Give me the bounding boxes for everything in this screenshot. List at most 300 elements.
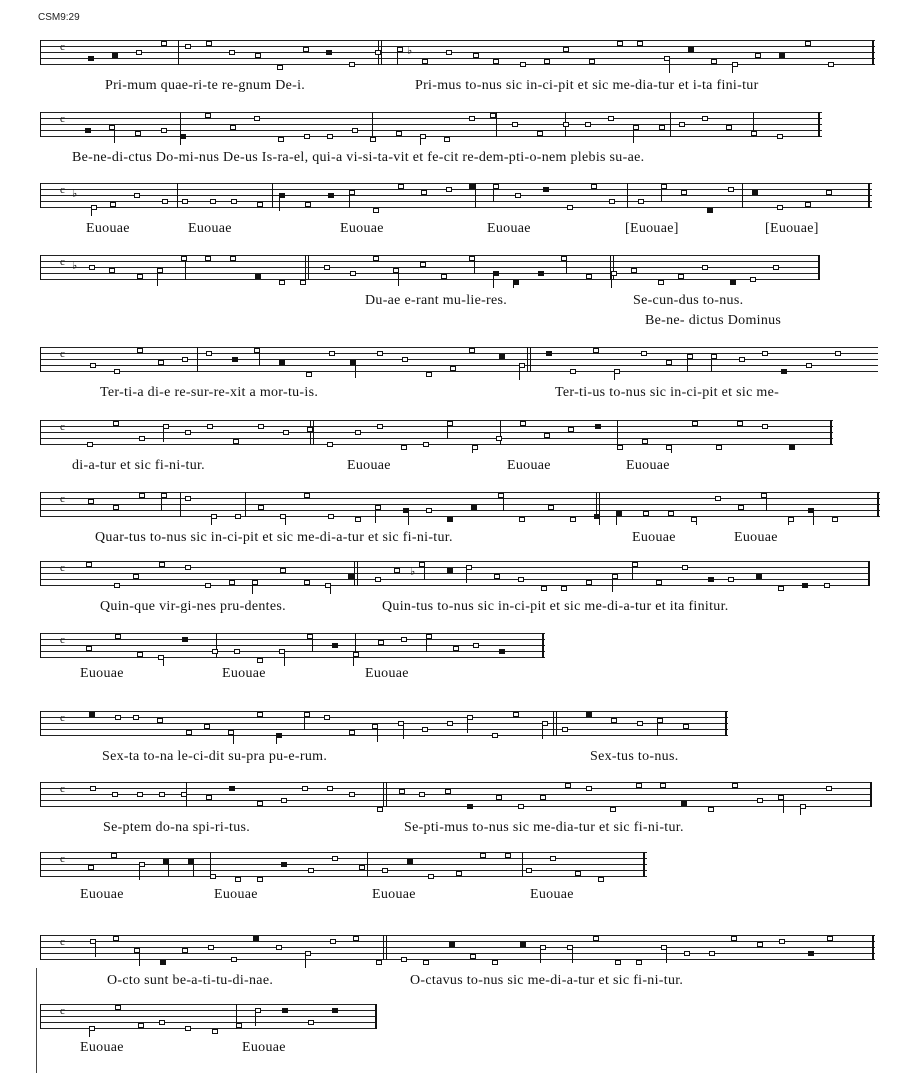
neume [512,122,518,127]
neume [423,442,429,447]
final-barline [375,1004,377,1029]
neume [520,62,526,67]
neume-stem [211,518,212,525]
neume-stem [572,949,573,963]
lyric-segment: di-a-tur et sic fi-ni-tur. [72,458,205,473]
neume [731,936,737,941]
neume-stem [114,129,115,143]
neume [258,505,264,510]
lyric-segment: Euouae [632,530,676,545]
neume [350,271,356,276]
neume [137,792,143,797]
lyric-segment: Euouae [214,887,258,902]
neume-stem [408,512,409,525]
neume [732,783,738,788]
lyric-segment: Euouae [80,1040,124,1055]
neume-stem [426,638,427,652]
neume [89,265,95,270]
barline [40,561,41,586]
neume [230,125,236,130]
final-barline [818,255,820,280]
neume [307,427,313,432]
lyric-segment: Pri-mus to-nus sic in-ci-pit et sic me-dia-tur et i-ta fini-tur [415,78,759,93]
neume [668,511,674,516]
neume [402,357,408,362]
neume-stem [284,653,285,666]
neume [446,187,452,192]
final-barline [868,561,870,586]
neume-stem [611,275,612,288]
neume [332,856,338,861]
final-barline [818,112,820,137]
neume-stem [420,138,421,145]
neume-stem [139,866,140,880]
lyric-segment: Pri-mum quae-ri-te re-gnum De-i. [105,78,306,93]
neume [805,41,811,46]
neume [496,795,502,800]
neume-stem [276,737,277,744]
neume [544,433,550,438]
lyric-segment: [Euouae] [625,221,679,236]
neume [684,951,690,956]
neume [568,427,574,432]
neume [135,131,141,136]
neume [231,199,237,204]
neume-stem [397,51,398,65]
neume [332,643,338,648]
neume [470,954,476,959]
barline [178,40,179,65]
neume [493,59,499,64]
neume [212,649,218,654]
neume [280,568,286,573]
neume [206,351,212,356]
neume-stem [330,587,331,594]
c-clef-icon: c [60,256,65,268]
neume [159,792,165,797]
neume [401,445,407,450]
neume [567,205,573,210]
lyric-segment: Euouae [372,887,416,902]
neume [327,134,333,139]
staff-system-9 [40,633,545,659]
barline [367,852,368,877]
neume [450,366,456,371]
neume [641,351,647,356]
lyric-segment: Euouae [340,221,384,236]
neume [526,868,532,873]
barline [617,420,618,445]
c-clef-icon: c [60,936,65,948]
neume [231,957,237,962]
neume-stem [657,722,658,736]
neume [88,865,94,870]
neume [138,1023,144,1028]
neume [563,122,569,127]
barline [40,183,41,208]
neume [544,59,550,64]
neume [401,957,407,962]
neume [638,199,644,204]
barline [272,183,273,208]
neume [445,789,451,794]
neume [716,445,722,450]
lyric-segment: Quar-tus to-nus sic in-ci-pit et sic me-di-a-tur et sic fi-ni-tur. [95,530,453,545]
barline [670,112,671,137]
neume [608,116,614,121]
neume [737,421,743,426]
neume [114,369,120,374]
neume [401,637,407,642]
barline [522,852,523,877]
neume [453,646,459,651]
neume [679,122,685,127]
neume [467,804,473,809]
neume [469,348,475,353]
neume [586,786,592,791]
lyric-segment: O-ctavus to-nus sic me-di-a-tur et sic fi-ni-tur. [410,973,684,988]
neume [586,712,592,717]
barline [40,782,41,807]
neume-stem [95,943,96,957]
neume-stem [139,952,140,966]
neume [611,718,617,723]
neume [90,786,96,791]
neume [595,424,601,429]
lyric-segment: Euouae [222,666,266,681]
c-clef-icon: c [60,113,65,125]
neume [327,442,333,447]
staff-system-8 [40,561,870,587]
neume-stem [766,497,767,511]
neume [520,421,526,426]
neume [423,960,429,965]
neume-stem [355,364,356,378]
staff-system-2 [40,112,822,138]
neume [469,184,475,189]
neume-stem [813,512,814,525]
neume [682,565,688,570]
lyric-segment: [Euouae] [765,221,819,236]
neume [86,562,92,567]
neume [85,128,91,133]
final-barline [872,935,874,960]
neume [236,1023,242,1028]
neume [537,131,543,136]
neume [278,137,284,142]
neume [185,565,191,570]
neume [373,208,379,213]
neume [88,499,94,504]
neume [206,795,212,800]
staff-system-10 [40,711,728,737]
barline [197,347,198,372]
neume [728,577,734,582]
neume [232,357,238,362]
neume [550,856,556,861]
neume [181,792,187,797]
neume [426,508,432,513]
neume [692,421,698,426]
margin-rule [36,968,37,1073]
neume [678,274,684,279]
lyric-segment: Euouae [80,887,124,902]
neume [711,59,717,64]
neume [499,649,505,654]
neume [407,859,413,864]
neume [304,493,310,498]
neume [137,348,143,353]
neume [398,184,404,189]
neume [355,517,361,522]
neume [473,643,479,648]
barline [245,492,246,517]
c-clef-icon: c [60,1005,65,1017]
neume [185,44,191,49]
neume [593,348,599,353]
neume [133,574,139,579]
neume [370,137,376,142]
c-clef-icon: c [60,712,65,724]
neume [308,868,314,873]
neume [757,798,763,803]
lyric-second-line: Be-ne- dictus Dominus [645,313,782,328]
double-barline [527,347,528,372]
neume [538,271,544,276]
neume [254,116,260,121]
neume [257,202,263,207]
neume [277,65,283,70]
neume [496,436,502,441]
neume [827,936,833,941]
neume [359,865,365,870]
neume [751,131,757,136]
lyric-segment: Quin-que vir-gi-nes pru-dentes. [100,599,286,614]
neume [302,786,308,791]
neume [257,658,263,663]
final-barline [542,633,544,658]
neume [826,190,832,195]
neume [332,1008,338,1013]
neume [726,125,732,130]
neume [548,505,554,510]
barline [40,40,41,65]
neume-stem [632,566,633,580]
neume-stem [279,197,280,211]
neume [777,205,783,210]
neume-stem [91,209,92,216]
barline [40,935,41,960]
neume [683,724,689,729]
neume [283,430,289,435]
c-clef-icon: c [60,421,65,433]
neume [375,50,381,55]
neume-stem [661,188,662,202]
neume [326,50,332,55]
neume-stem [633,129,634,143]
neume-stem [696,521,697,525]
neume [752,190,758,195]
lyric-segment: Euouae [347,458,391,473]
lyric-segment: Sex-ta to-na le-ci-dit su-pra pu-e-rum. [102,749,328,764]
neume [494,574,500,579]
neume [279,360,285,365]
neume [113,505,119,510]
neume [159,1020,165,1025]
neume-stem [669,60,670,73]
neume-stem [783,799,784,813]
barline [216,633,217,658]
neume [229,50,235,55]
neume [185,1026,191,1031]
c-clef-icon: c [60,184,65,196]
neume [87,442,93,447]
neume [328,514,334,519]
neume [561,586,567,591]
neume [762,424,768,429]
lyric-segment: Euouae [86,221,130,236]
neume-stem [513,284,514,288]
neume [162,199,168,204]
double-barline [553,711,554,736]
neume [565,783,571,788]
staff-system-11 [40,782,872,808]
neume [324,265,330,270]
barline [500,420,501,445]
c-clef-icon: c [60,41,65,53]
flat-icon: ♭ [407,45,413,57]
neume [824,583,830,588]
neume [773,265,779,270]
neume [205,583,211,588]
neume [112,792,118,797]
neume-stem [616,515,617,525]
neume [235,877,241,882]
neume [666,360,672,365]
neume [447,568,453,573]
neume [276,945,282,950]
neume [230,256,236,261]
neume [394,568,400,573]
neume [378,640,384,645]
lyric-segment: Euouae [507,458,551,473]
neume [349,730,355,735]
neume [637,721,643,726]
barline [40,852,41,877]
neume [421,190,427,195]
neume [631,268,637,273]
neume [136,50,142,55]
neume [446,50,452,55]
neume [513,712,519,717]
barline [40,492,41,517]
neume-stem [353,656,354,666]
neume [229,786,235,791]
neume [750,277,756,282]
neume [90,363,96,368]
neume [591,184,597,189]
neume [204,724,210,729]
barline [627,183,628,208]
lyric-segment: O-cto sunt be-a-ti-tu-di-nae. [107,973,274,988]
neume [182,357,188,362]
neume [805,202,811,207]
neume [134,193,140,198]
neume [563,47,569,52]
c-clef-icon: c [60,562,65,574]
neume [802,583,808,588]
barline [742,183,743,208]
neume [709,951,715,956]
neume [185,430,191,435]
neume [133,715,139,720]
lyric-segment: Se-ptem do-na spi-ri-tus. [103,820,251,835]
neume [86,646,92,651]
neume [835,351,841,356]
neume-stem [472,449,473,453]
neume [420,262,426,267]
neume [492,960,498,965]
lyric-segment: Euouae [530,887,574,902]
neume-stem [398,272,399,286]
neume [738,505,744,510]
flat-icon: ♭ [72,260,78,272]
neume [205,256,211,261]
neume [505,853,511,858]
neume [161,128,167,133]
neume-stem [566,260,567,274]
neume [159,562,165,567]
flat-icon: ♭ [72,188,78,200]
neume-stem [687,358,688,372]
neume [349,792,355,797]
neume [490,113,496,118]
neume-stem [233,734,234,744]
neume [541,586,547,591]
neume [585,122,591,127]
double-barline [383,935,384,960]
final-barline [725,711,727,736]
neume [376,960,382,965]
neume [422,59,428,64]
neume [88,56,94,61]
neume-stem [467,719,468,733]
neume [353,936,359,941]
neume [329,351,335,356]
neume-stem [403,725,404,739]
final-barline [830,420,832,445]
neume [757,942,763,947]
neume [111,853,117,858]
neume [702,116,708,121]
neume [377,424,383,429]
staff-system-3 [40,183,872,209]
neume [755,53,761,58]
neume [688,47,694,52]
neume [115,634,121,639]
neume [110,202,116,207]
neume [327,786,333,791]
neume [257,877,263,882]
neume [300,280,306,285]
neume [355,430,361,435]
neume [658,280,664,285]
neume [728,187,734,192]
double-barline [383,782,384,807]
neume [157,718,163,723]
neume [570,517,576,522]
neume [306,372,312,377]
